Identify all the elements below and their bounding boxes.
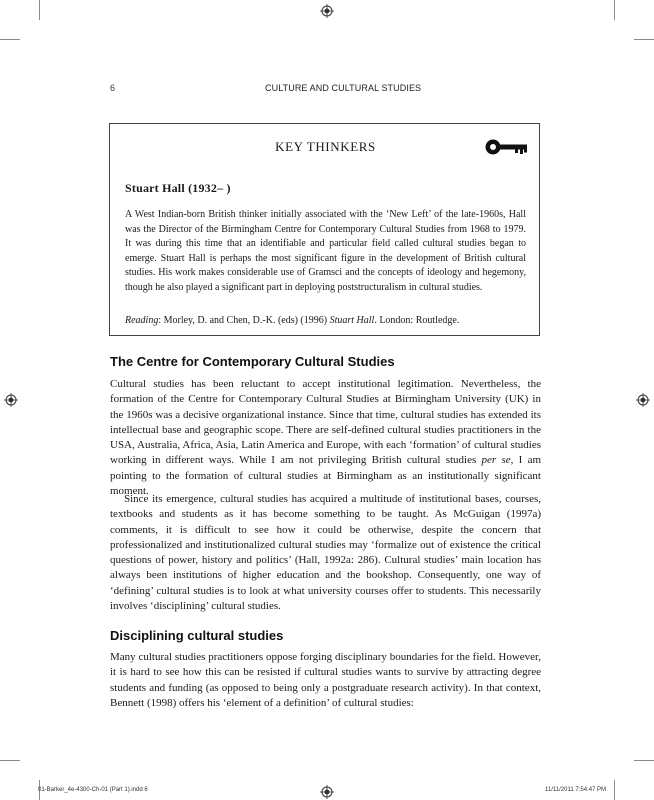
reading-label: Reading	[125, 315, 159, 326]
paragraph-text: , I am pointing to the formation of cultural studies at Birmingham as an institutionally significant moment.	[110, 454, 542, 498]
crop-mark-bottom-right	[614, 780, 615, 800]
reading-post: . London: Routledge.	[374, 315, 460, 326]
paragraph: Many cultural studies practitioners oppose forging disciplinary boundaries for the field. However, it is hard to see how this can be resisted if cultural studies wants to survive by attracting degree students and funding (as opposed to being only a postgraduate research activity). In that context, Bennett (1998) offers his ‘element of a definition’ of cultural studies:	[110, 651, 541, 709]
paragraph-text: Cultural studies has been reluctant to accept institutional legitimation. Nevertheless, the formation of the Centre for Contemporary Cultural Studies at Birmingham University (UK) in the 1960s was a decisive organizational instance. Since that time, cultural studies has extended its intellectual base and geographic scope. There are self-defined cultural studies practitioners in the USA, Australia, Africa, Asia, Latin America and Europe, with each ‘formation’ of cultural studies working in different ways. While I am not privileging British cultural studies	[110, 378, 541, 467]
crop-mark-top-right-h	[634, 39, 654, 40]
running-header	[0, 83, 654, 97]
registration-mark-icon	[320, 4, 334, 18]
reading-title: Stuart Hall	[329, 315, 375, 326]
thinker-bio: A West Indian-born British thinker initially associated with the ‘New Left’ of the late-1960s, Hall was the Director of the Birmingham Centre for Contemporary Cultural Studies from 1968 to 1979. It was during this time that an identifiable and particular field called cultural studies began to emerge. Stuart Hall is perhaps the most significant figure in the development of British cultural studies. His work makes considerable use of Gramsci and the concepts of ideology and hegemony, though he also played a significant part in deploying poststructuralism in cultural studies.	[125, 209, 526, 293]
key-thinkers-box	[109, 123, 540, 336]
crop-mark-bottom-left-h	[0, 760, 20, 761]
registration-mark-icon	[320, 785, 334, 799]
registration-mark-icon	[636, 393, 650, 407]
paragraph: Since its emergence, cultural studies has acquired a multitude of institutional bases, courses, textbooks and students as it has become something to be taught. As McGuigan (1997a) comments, it is difficult to see how it could be otherwise, despite the concern that professionalized and institutionalized cultural studies may ‘formalize out of existence the critical questions of power, history and politics’ (Hall, 1992a: 286). Cultural studies’ main location has always been institutions of higher education and the bookshop. Consequently, one way of ‘defining’ cultural studies is to look at what university courses offer to students. This necessarily involves ‘disciplining’ cultural studies.	[110, 493, 541, 613]
paragraph-italic: per se	[481, 454, 511, 467]
running-title: CULTURE AND CULTURAL STUDIES	[265, 83, 422, 93]
crop-mark-top-right	[614, 0, 615, 20]
key-thinkers-heading: KEY THINKERS	[275, 139, 376, 154]
slug-date: 11/11/2011 7:54:47 PM	[545, 787, 607, 793]
crop-mark-top-left	[39, 0, 40, 20]
reading-pre: : Morley, D. and Chen, D.-K. (eds) (1996)	[158, 315, 330, 326]
paragraph	[110, 377, 541, 499]
key-icon	[485, 138, 529, 156]
thinker-name: Stuart Hall (1932– )	[125, 181, 231, 195]
section-heading-disciplining: Disciplining cultural studies	[110, 628, 284, 643]
crop-mark-bottom-right-h	[634, 760, 654, 761]
slug-file: 01-Barker_4e-4300-Ch-01 (Part 1).indd 6	[38, 787, 148, 793]
crop-mark-top-left-h	[0, 39, 20, 40]
page-number: 6	[110, 83, 116, 93]
section-heading-ccs: The Centre for Contemporary Cultural Studies	[110, 354, 395, 369]
registration-mark-icon	[4, 393, 18, 407]
reading-reference	[125, 315, 526, 326]
